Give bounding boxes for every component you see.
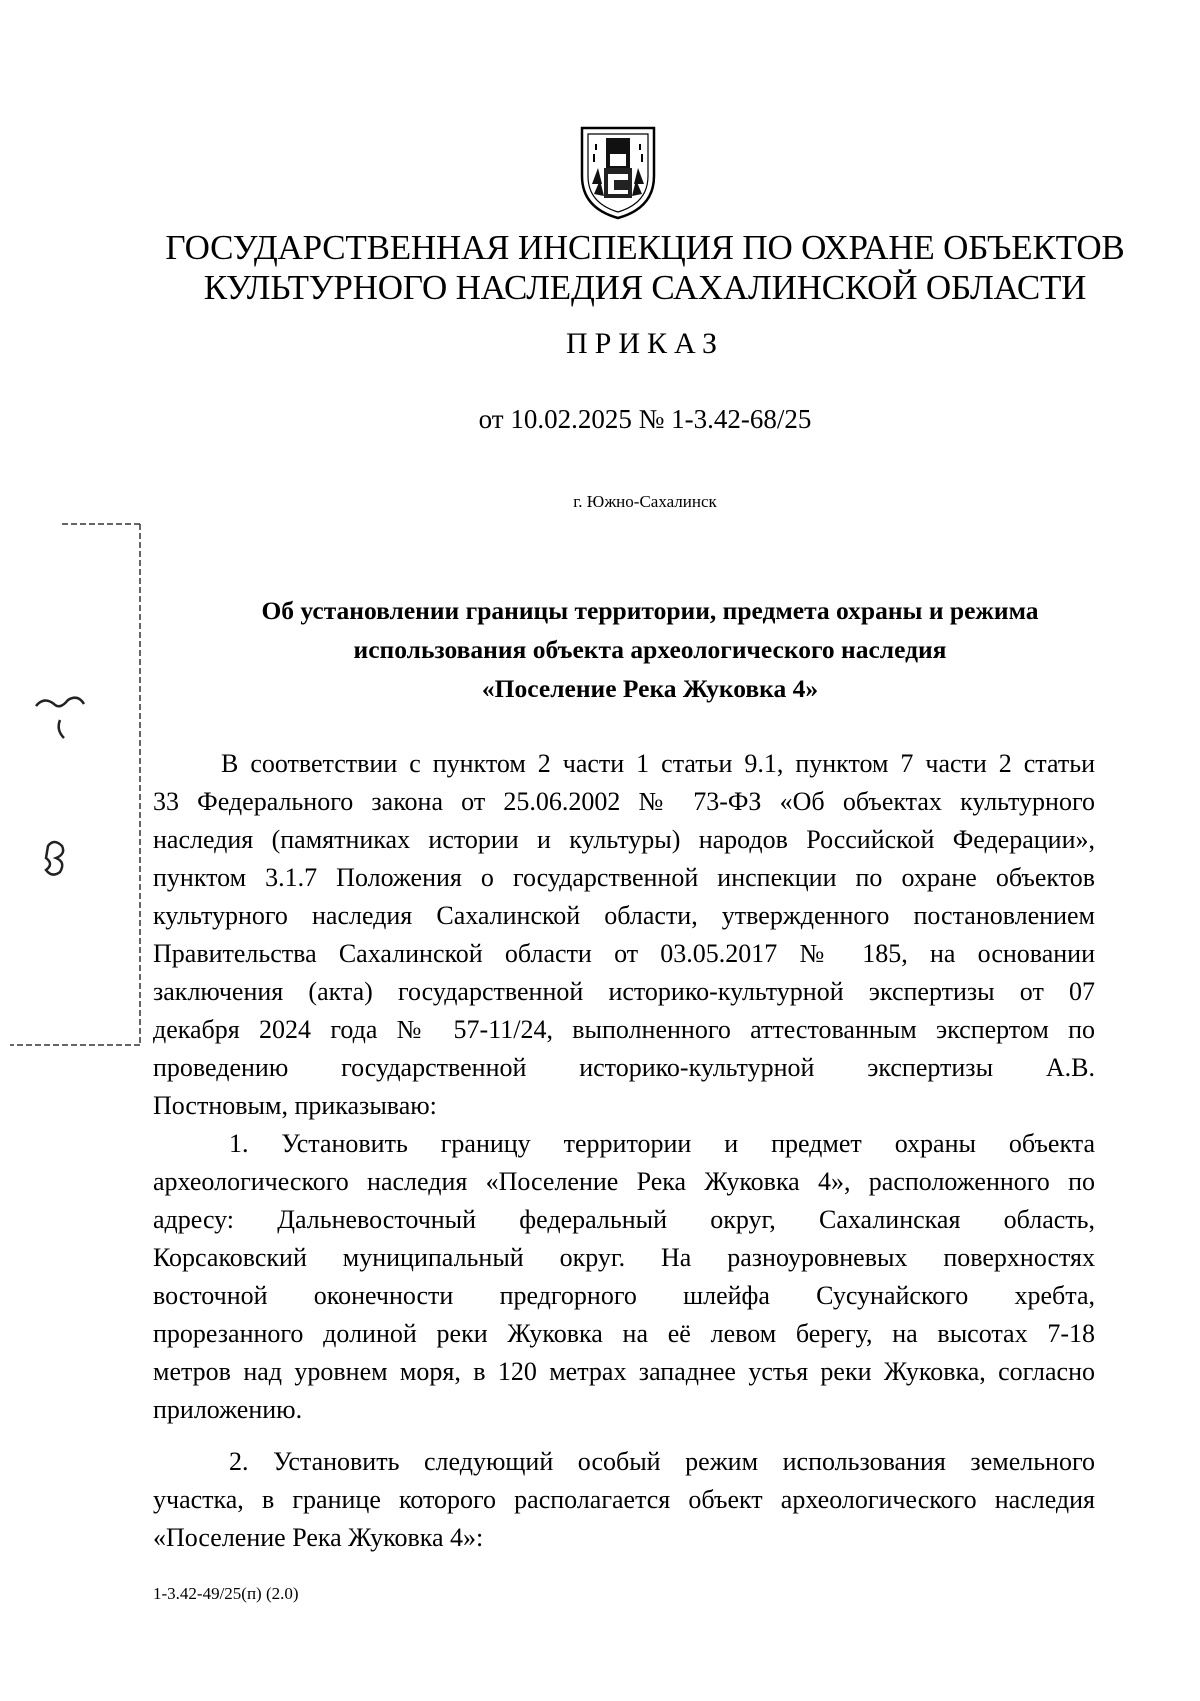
clause-1-line: приложению.: [153, 1395, 303, 1424]
organization-title-line-1: ГОСУДАРСТВЕННАЯ ИНСПЕКЦИЯ ПО ОХРАНЕ ОБЪЕКТОВ: [165, 228, 1125, 267]
clause-2-line: участка, в границе которого располагается объект археологического наследия: [153, 1485, 1095, 1514]
body-line: наследия (памятниках истории и культуры) народов Российской Федерации»,: [153, 825, 1095, 854]
clause-1-line: метров над уровнем моря, в 120 метрах западнее устья реки Жуковка, согласно: [153, 1357, 1095, 1386]
order-number-date: от 10.02.2025 № 1-3.42-68/25: [478, 404, 812, 434]
subject-title-line-1: Об установлении границы территории, предмета охраны и режима: [261, 596, 1039, 625]
footer-document-code: 1-3.42-49/25(п) (2.0): [153, 1584, 299, 1603]
body-line: декабря 2024 года № 57-11/24, выполненного аттестованным экспертом по: [153, 1015, 1095, 1044]
body-line: проведению государственной историко-культурной экспертизы А.В.: [153, 1053, 1095, 1082]
clause-1-line: Корсаковский муниципальный округ. На разноуровневых поверхностях: [153, 1243, 1095, 1272]
body-line: культурного наследия Сахалинской области, утвержденного постановлением: [153, 901, 1095, 930]
scan-bracket-mark: [0, 0, 160, 1200]
clause-1-line: адресу: Дальневосточный федеральный округ, Сахалинская область,: [153, 1205, 1095, 1234]
clause-2-line: 2. Установить следующий особый режим использования земельного: [229, 1447, 1095, 1476]
clause-1-line: восточной оконечности предгорного шлейфа Сусунайского хребта,: [153, 1281, 1095, 1310]
body-line: пунктом 3.1.7 Положения о государственной инспекции по охране объектов: [153, 863, 1095, 892]
clause-1-line: 1. Установить границу территории и предмет охраны объекта: [229, 1129, 1095, 1158]
subject-title-line-3: «Поселение Река Жуковка 4»: [481, 674, 819, 703]
body-line: В соответствии с пунктом 2 части 1 статьи 9.1, пунктом 7 части 2 статьи: [221, 749, 1095, 778]
organization-title-line-2: КУЛЬТУРНОГО НАСЛЕДИЯ САХАЛИНСКОЙ ОБЛАСТИ: [203, 268, 1087, 307]
body-line: Постновым, приказываю:: [153, 1091, 437, 1120]
clause-2-line: «Поселение Река Жуковка 4»:: [153, 1523, 484, 1552]
clause-1-line: прорезанного долиной реки Жуковка на её левом берегу, на высотах 7-18: [153, 1319, 1095, 1348]
document-type-heading: ПРИКАЗ: [566, 327, 724, 360]
body-line: заключения (акта) государственной историко-культурной экспертизы от 07: [153, 977, 1095, 1006]
coat-of-arms-icon: [574, 124, 662, 220]
body-line: Правительства Сахалинской области от 03.05.2017 № 185, на основании: [153, 939, 1095, 968]
body-line: 33 Федерального закона от 25.06.2002 № 73-ФЗ «Об объектах культурного: [153, 787, 1095, 816]
subject-title-line-2: использования объекта археологического наследия: [353, 635, 947, 664]
clause-1-line: археологического наследия «Поселение Река Жуковка 4», расположенного по: [153, 1167, 1095, 1196]
city-line: г. Южно-Сахалинск: [573, 492, 717, 511]
